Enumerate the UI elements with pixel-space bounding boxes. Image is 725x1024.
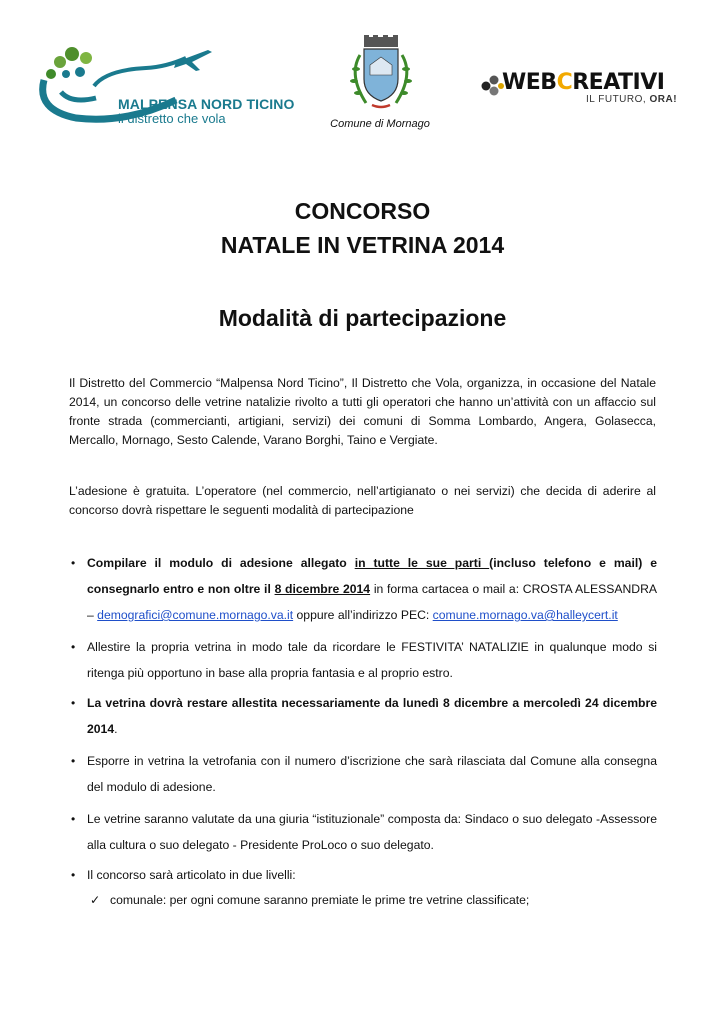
wordmark-web: WEB	[502, 70, 557, 95]
list-item	[69, 634, 657, 686]
list-item-text: Il concorso sarà articolato in due livelli:	[87, 868, 296, 882]
bullet-glyph: •	[71, 754, 76, 768]
title-modalita: Modalità di partecipazione	[218, 305, 507, 331]
adesione-paragraph: L’adesione è gratuita. L’operatore (nel commercio, nell’artigianato o nei servizi) che decida di aderire al concorso dovrà rispettare le seguenti modalità di partecipazione	[69, 484, 656, 517]
webcreativi-wordmark	[502, 70, 664, 95]
logo-line1: MALPENSA NORD TICINO	[118, 96, 295, 112]
text-run: (incluso telefono e mail) e consegnarlo entro e non oltre il	[87, 556, 657, 596]
coat-of-arms-icon	[336, 35, 426, 120]
webcreativi-logo	[478, 72, 678, 108]
hexagon-cluster-icon	[478, 72, 504, 98]
logo-line2: il distretto che vola	[118, 111, 226, 126]
title-natale: NATALE IN VETRINA 2014	[220, 232, 505, 258]
comune-caption: Comune di Mornago	[330, 118, 430, 130]
text-run: .	[114, 722, 118, 736]
bullet-glyph: •	[71, 640, 76, 654]
wordmark-rest: REATIVI	[572, 70, 665, 95]
list-item	[69, 690, 657, 742]
intro-paragraph: Il Distretto del Commercio “Malpensa Nord Ticino”, Il Distretto che Vola, organizza, in occasione del Natale 2014, un concorso delle vetrine natalizie rivolto a tutti gli operatori che hanno un’attività con un affaccio sul fronte strada (commercianti, artigiani, servizi) dei comuni di Somma Lombardo, Angera, Golasecca, Mercallo, Mornago, Sesto Calende, Varano Borghi, Taino e Vergiate.	[69, 376, 656, 447]
text-run: La vetrina dovrà restare allestita necessariamente da lunedì 8 dicembre a mercoledì 24 dicembre 2014	[87, 696, 657, 736]
email-link[interactable]: demografici@comune.mornago.va.it	[97, 608, 294, 622]
bullet-glyph: •	[71, 812, 76, 826]
malpensa-nord-ticino-logo	[36, 40, 295, 130]
text-run: in forma cartacea o mail a: CROSTA ALESSANDRA –	[87, 582, 658, 622]
wordmark-c: C	[556, 70, 573, 95]
list-item-text: Le vetrine saranno valutate da una giuria “istituzionale” composta da: Sindaco o suo delegato -Assessore alla cultura o suo delegato - Presidente ProLoco o suo delegato.	[87, 812, 657, 852]
bullet-glyph: •	[71, 868, 76, 882]
checkmark-icon: ✓	[90, 893, 101, 907]
text-run: Compilare il modulo di adesione allegato	[87, 556, 355, 570]
tagline-bold: ORA!	[649, 94, 678, 105]
list-item-text	[87, 690, 657, 742]
list-item	[69, 550, 657, 628]
webcreativi-tagline	[586, 94, 677, 105]
bullet-glyph: •	[71, 696, 76, 710]
tagline-normal: IL FUTURO,	[586, 94, 650, 105]
sub-list-item	[90, 890, 529, 910]
list-item	[69, 806, 657, 858]
comune-mornago-crest	[336, 35, 426, 120]
pec-link[interactable]: comune.mornago.va@halleycert.it	[432, 608, 618, 622]
sub-list-item-text: comunale: per ogni comune saranno premiate le prime tre vetrine classificate;	[110, 893, 530, 907]
list-item	[69, 748, 657, 800]
title-concorso: CONCORSO	[294, 198, 431, 224]
deadline-date: 8 dicembre 2014	[274, 582, 371, 596]
list-item-text: Allestire la propria vetrina in modo tale da ricordare le FESTIVITA’ NATALIZIE in qualunque modo si ritenga più opportuno in base alla propria fantasia e al proprio estro.	[87, 640, 657, 680]
bullet-glyph: •	[71, 556, 76, 570]
list-item-text: Esporre in vetrina la vetrofania con il numero d’iscrizione che sarà rilasciata dal Comune alla consegna del modulo di adesione.	[87, 754, 657, 794]
text-run: in tutte le sue parti	[354, 556, 490, 570]
list-item	[69, 862, 657, 888]
list-item-text	[87, 550, 657, 628]
text-run: oppure all’indirizzo PEC:	[293, 608, 433, 622]
